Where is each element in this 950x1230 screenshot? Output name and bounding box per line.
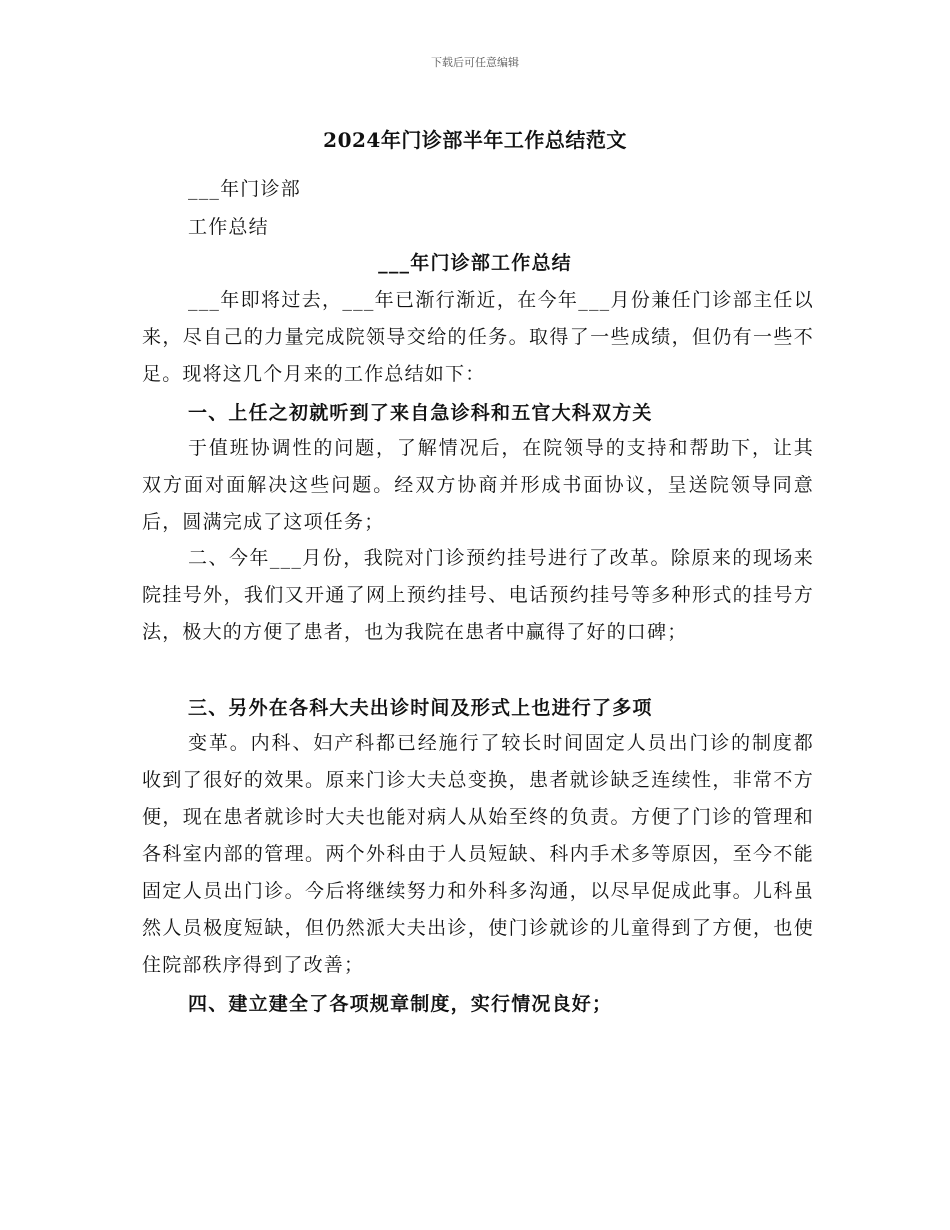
heading-one: 一、上任之初就听到了来自急诊科和五官大科双方关	[188, 402, 653, 424]
document-title: 2024年门诊部半年工作总结范文	[323, 128, 627, 152]
paragraph-one: 于值班协调性的问题，了解情况后，在院领导的支持和帮助下，让其双方面对面解决这些问题。经双方协商并形成书面协议，呈送院领导同意后，圆满完成了这项任务；	[142, 437, 814, 533]
paragraph-two: 二、今年___月份，我院对门诊预约挂号进行了改革。除原来的现场来院挂号外，我们又开通了网上预约挂号、电话预约挂号等多种形式的挂号方法，极大的方便了患者，也为我院在患者中赢得了好的口碑；	[142, 547, 814, 643]
paragraph-three: 变革。内科、妇产科都已经施行了较长时间固定人员出门诊的制度都收到了很好的效果。原来门诊大夫总变换，患者就诊缺乏连续性，非常不方便，现在患者就诊时大夫也能对病人从始至终的负责。方便了门诊的管理和各科室内部的管理。两个外科由于人员短缺、科内手术多等原因，至今不能固定人员出门诊。今后将继续努力和外科多沟通，以尽早促成此事。儿科虽然人员极度短缺，但仍然派大夫出诊，使门诊就诊的儿童得到了方便，也使住院部秩序得到了改善；	[142, 732, 814, 976]
header-note: 下载后可任意编辑	[431, 56, 519, 69]
heading-four: 四、建立建全了各项规章制度，实行情况良好；	[188, 993, 613, 1015]
heading-three: 三、另外在各科大夫出诊时间及形式上也进行了多项	[188, 697, 653, 719]
department-line: ___年门诊部	[188, 178, 301, 200]
intro-paragraph: ___年即将过去，___年已渐行渐近，在今年___月份兼任门诊部主任以来，尽自己的力量完成院领导交给的任务。取得了一些成绩，但仍有一些不足。现将这几个月来的工作总结如下：	[142, 289, 814, 385]
section-heading: ___年门诊部工作总结	[378, 252, 572, 274]
summary-line: 工作总结	[188, 216, 269, 238]
